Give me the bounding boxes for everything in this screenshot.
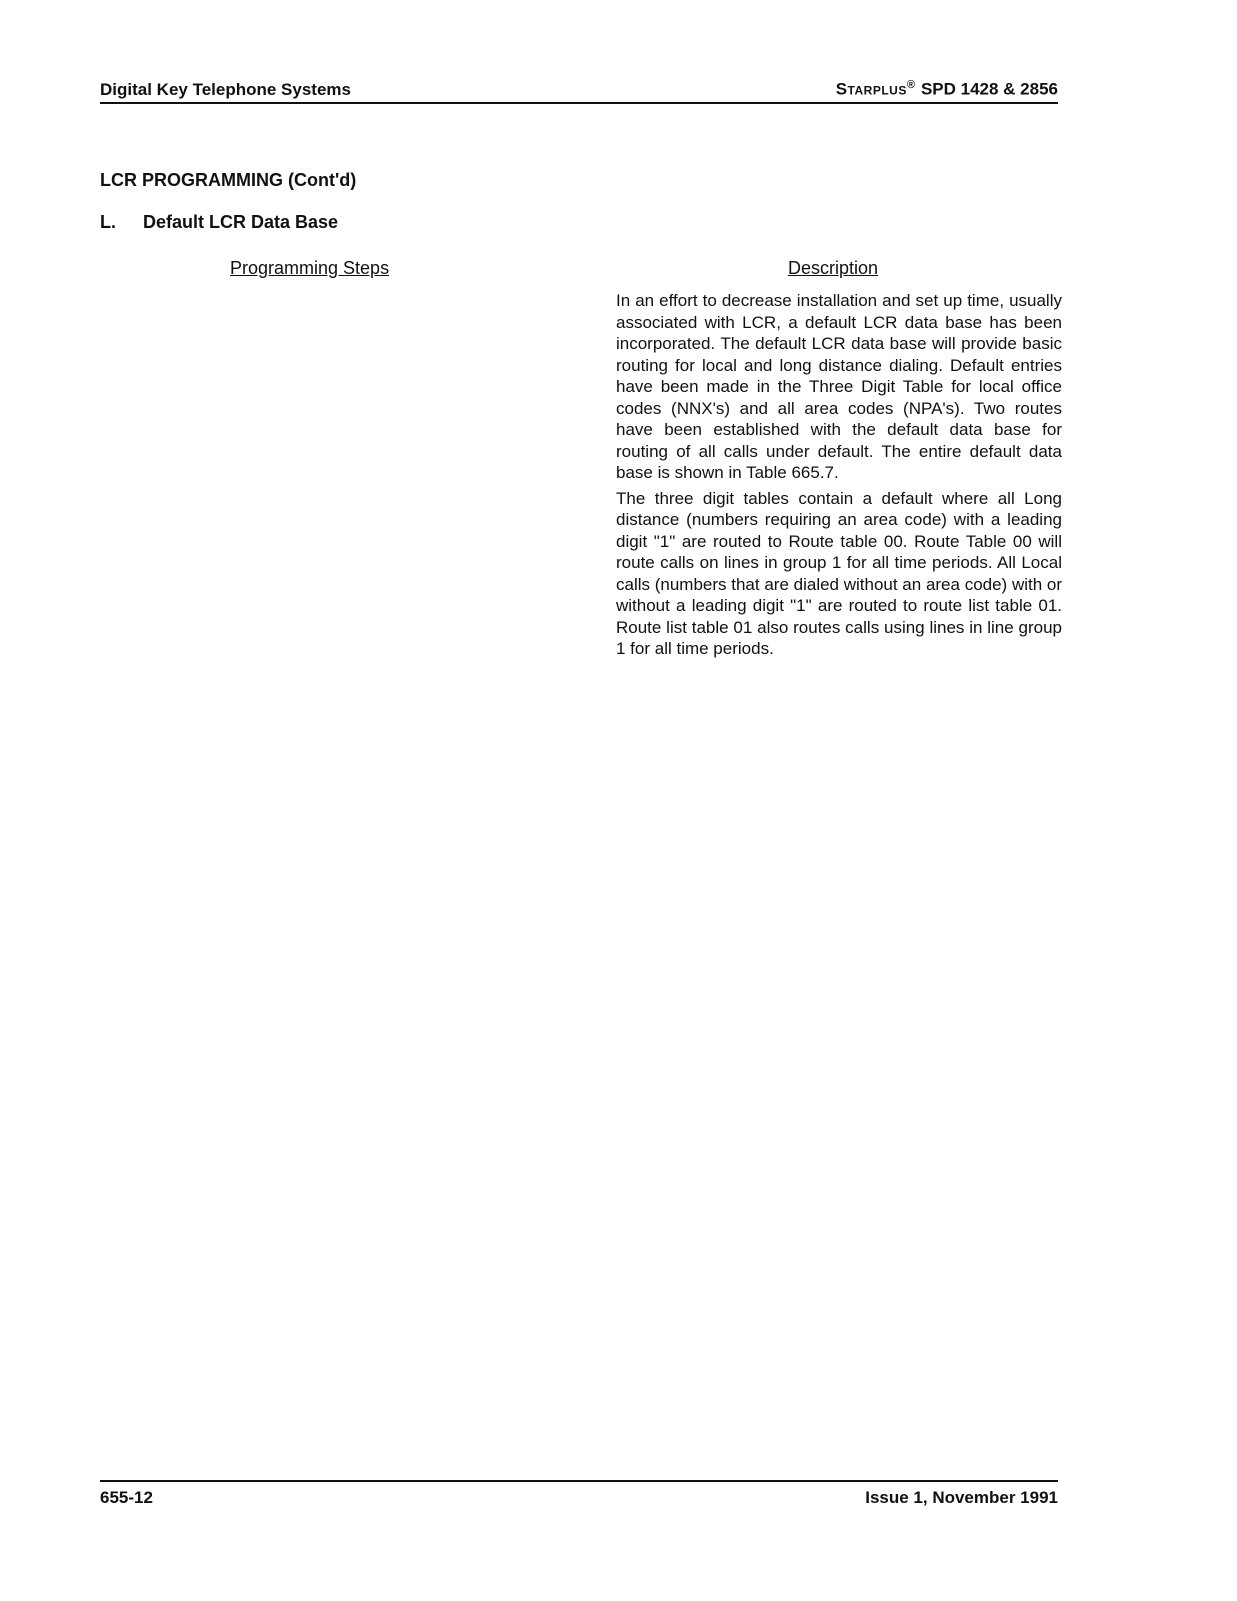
subsection-letter: L. <box>100 212 116 232</box>
subsection-title: Default LCR Data Base <box>143 212 339 232</box>
section-title: LCR PROGRAMMING (Cont'd) <box>100 170 357 190</box>
description-body <box>616 290 1062 664</box>
page-header <box>100 80 1058 104</box>
registered-mark: ® <box>906 79 915 92</box>
programming-steps-heading: Programming Steps <box>230 258 390 278</box>
subsection-heading <box>100 212 338 233</box>
footer-page-number: 655-12 <box>100 1488 153 1507</box>
header-publication-title: Digital Key Telephone Systems <box>100 80 351 99</box>
header-brand: Starplus <box>835 80 907 99</box>
header-product <box>836 79 1058 100</box>
description-heading: Description <box>788 258 879 278</box>
footer-issue: Issue 1, November 1991 <box>865 1488 1058 1507</box>
page-footer <box>100 1480 1058 1507</box>
description-paragraph-2: The three digit tables contain a default where all Long distance (numbers requiring an area code) with a leading digit "1" are routed to Route table 00. Route Table 00 will route calls on lines in group 1 for all time periods. All Local calls (numbers that are dialed without an area code) with or without a leading digit "1" are routed to route list table 01. Route list table 01 also routes calls using lines in line group 1 for all time periods. <box>616 488 1063 658</box>
header-model: SPD 1428 & 2856 <box>920 80 1058 99</box>
description-paragraph-1: In an effort to decrease installation and set up time, usually associated with LCR, a default LCR data base has been incorporated. The default LCR data base will provide basic routing for local and long distance dialing. Default entries have been made in the Three Digit Table for local office codes (NNX's) and all area codes (NPA's). Two routes have been established with the default data base for routing of all calls under default. The entire default data base is shown in Table 665.7. <box>616 291 1062 482</box>
